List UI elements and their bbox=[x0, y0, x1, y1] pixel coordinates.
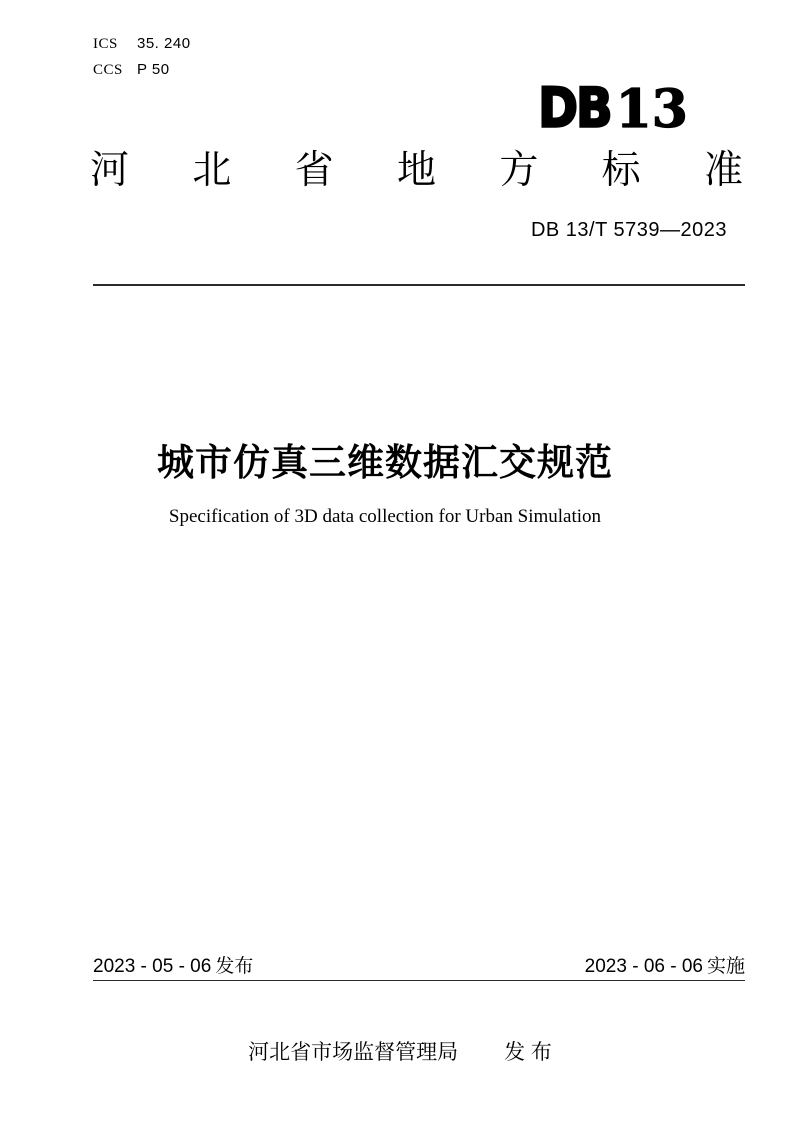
footer-divider-line bbox=[93, 980, 745, 981]
publisher-name: 河北省市场监督管理局 bbox=[248, 1041, 459, 1064]
ics-label: ICS bbox=[93, 36, 118, 52]
header-divider-line bbox=[93, 284, 745, 286]
publisher-line bbox=[0, 1036, 800, 1066]
db13-logo-db-glyphs: DB bbox=[538, 77, 611, 141]
standard-type-char: 方 bbox=[499, 149, 539, 192]
standard-type-char: 标 bbox=[601, 149, 641, 192]
issue-date: 2023 - 05 - 06 bbox=[93, 956, 212, 977]
ccs-value: P 50 bbox=[137, 61, 170, 78]
ccs-line bbox=[93, 57, 191, 83]
implement-date: 2023 - 06 - 06 bbox=[584, 956, 703, 977]
db13-logo bbox=[532, 77, 688, 141]
dates-row bbox=[93, 951, 745, 978]
ics-ccs-codes bbox=[93, 31, 191, 83]
db13-logo-region-number: 13 bbox=[615, 79, 688, 140]
standard-number: DB 13/T 5739—2023 bbox=[530, 219, 727, 241]
standard-type-char: 地 bbox=[396, 149, 436, 192]
standard-type-title bbox=[90, 151, 743, 192]
issue-date-line bbox=[93, 951, 253, 978]
ics-value: 35. 240 bbox=[137, 35, 191, 52]
standard-type-char: 省 bbox=[294, 149, 334, 192]
ics-line bbox=[93, 31, 191, 57]
publish-action-label: 发 布 bbox=[504, 1041, 552, 1064]
document-title-chinese: 城市仿真三维数据汇交规范 bbox=[157, 442, 613, 483]
ccs-label: CCS bbox=[93, 62, 123, 78]
standard-type-char: 河 bbox=[90, 149, 130, 192]
implement-label: 实施 bbox=[706, 956, 745, 977]
implement-date-line bbox=[585, 951, 745, 978]
standard-type-char: 准 bbox=[703, 149, 743, 192]
standard-type-char: 北 bbox=[192, 149, 232, 192]
issue-label: 发布 bbox=[215, 956, 254, 977]
document-title-english: Specification of 3D data collection for Urban Simulation bbox=[168, 506, 602, 527]
